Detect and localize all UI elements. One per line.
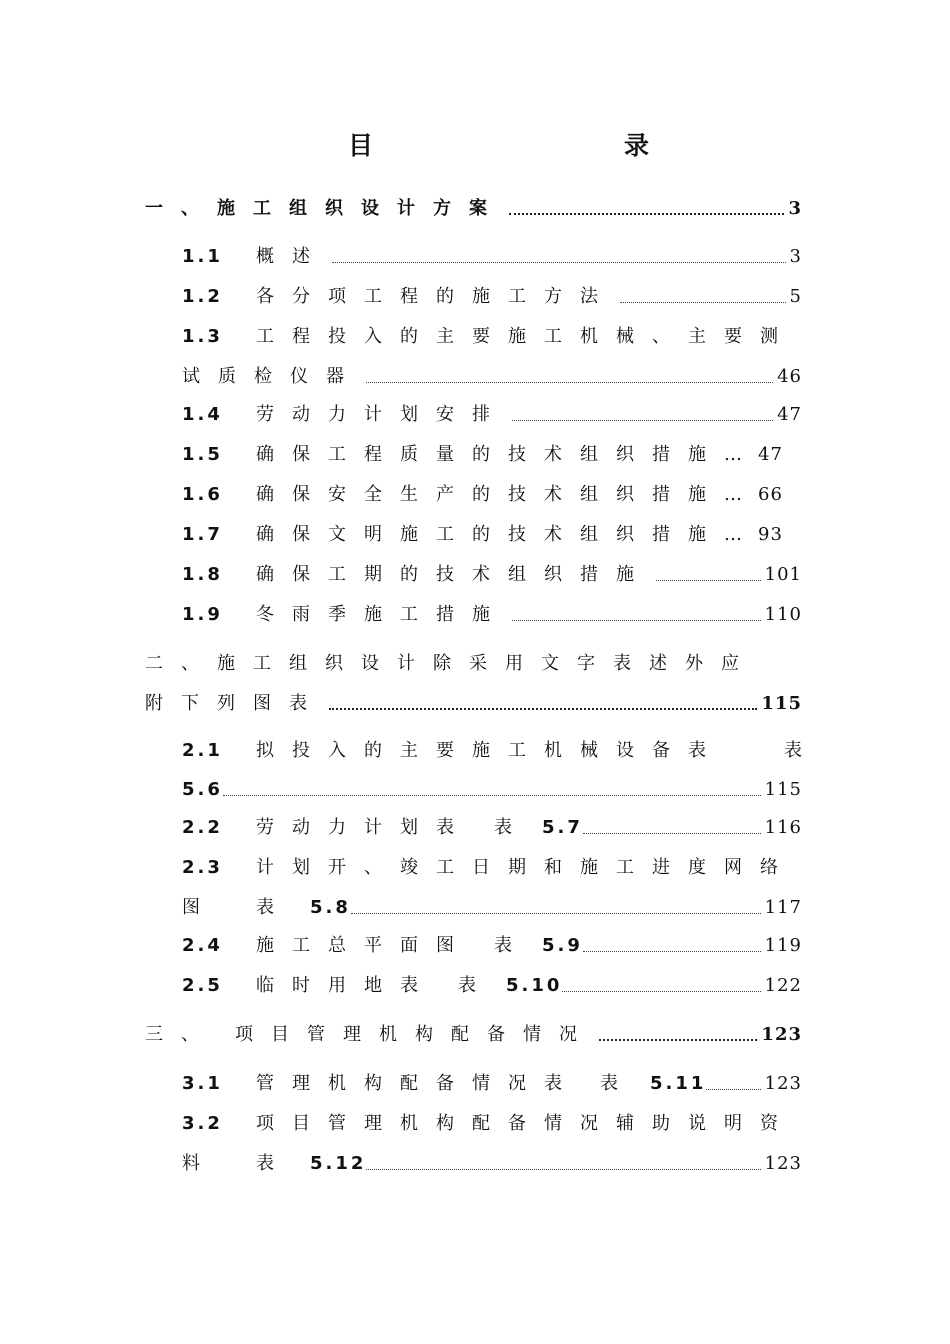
leader-dots	[599, 1039, 757, 1041]
toc-entry-text: 试质检仪器	[182, 366, 362, 387]
toc-entry-text: 施工总平面图	[256, 935, 472, 956]
toc-entry-number: 2.2	[182, 817, 223, 838]
title-char-right: 录	[624, 131, 650, 160]
leader-dots	[583, 833, 761, 834]
leader-dots	[562, 991, 760, 992]
toc-entry-text: 一、施工组织设计方案	[145, 198, 505, 219]
toc-entry-s3-2[interactable]	[182, 1105, 802, 1135]
ellipsis: …	[724, 524, 744, 545]
toc-entry-s1-5[interactable]	[182, 436, 802, 466]
toc-entry-text: 料	[182, 1153, 218, 1174]
toc-page-number: 123	[761, 1024, 802, 1045]
toc-entry-number: 1.1	[182, 246, 223, 267]
toc-page-number: 5	[789, 286, 802, 307]
toc-entry-s1-1[interactable]	[182, 238, 802, 268]
leader-dots	[512, 620, 761, 621]
toc-entry-text: 临时用地表	[256, 975, 436, 996]
toc-entry-text: 二、施工组织设计除采用文字表述外应	[145, 653, 757, 674]
toc-page-number: 47	[777, 404, 802, 425]
toc-entry-s1-9[interactable]	[182, 596, 802, 626]
toc-entry-s2-1-cont[interactable]	[182, 771, 802, 801]
toc-entry-text: 确保安全生产的技术组织措施	[256, 484, 724, 505]
table-number: 5.6	[182, 779, 223, 800]
toc-entry-number: 1.6	[182, 484, 223, 505]
table-number: 5.10	[506, 975, 563, 996]
toc-entry-text: 确保文明施工的技术组织措施	[256, 524, 724, 545]
toc-entry-text: 工程投入的主要施工机械、主要测	[256, 326, 796, 347]
table-number: 5.8	[310, 897, 351, 918]
toc-page-number: 123	[764, 1073, 802, 1094]
table-label: 表	[256, 1153, 274, 1174]
toc-entry-text: 冬雨季施工措施	[256, 604, 508, 625]
table-number: 5.11	[650, 1073, 707, 1094]
toc-entry-s1-2[interactable]	[182, 278, 802, 308]
leader-dots	[223, 795, 761, 796]
toc-entry-s1-6[interactable]	[182, 476, 802, 506]
toc-entry-s1-7[interactable]	[182, 516, 802, 546]
toc-entry-s1[interactable]	[145, 190, 802, 220]
toc-entry-s3-1[interactable]	[182, 1065, 802, 1095]
toc-entry-s2-4[interactable]	[182, 927, 802, 957]
toc-entry-text: 图	[182, 897, 218, 918]
toc-page-number: 110	[764, 604, 802, 625]
leader-dots	[620, 302, 786, 303]
toc-page-number: 101	[764, 564, 802, 585]
toc-page-number: 115	[761, 693, 802, 714]
toc-entry-text: 概述	[256, 246, 328, 267]
page-title	[0, 126, 950, 166]
table-label: 表	[458, 975, 476, 996]
toc-entry-text: 确保工程质量的技术组织措施	[256, 444, 724, 465]
toc-entry-number: 3.2	[182, 1113, 223, 1134]
toc-entry-text: 管理机构配备情况表	[256, 1073, 580, 1094]
table-number: 5.12	[310, 1153, 367, 1174]
table-label: 表	[494, 817, 512, 838]
toc-page-number: 116	[764, 817, 802, 838]
leader-dots	[351, 913, 761, 914]
toc-entry-text: 各分项工程的施工方法	[256, 286, 616, 307]
toc-entry-text: 计划开、竣工日期和施工进度网络	[256, 857, 796, 878]
leader-dots	[366, 1169, 760, 1170]
toc-entry-number: 1.9	[182, 604, 223, 625]
toc-entry-s2[interactable]	[145, 645, 802, 675]
toc-entry-number: 1.3	[182, 326, 223, 347]
toc-page-number: 115	[764, 779, 802, 800]
table-label: 表	[784, 740, 802, 761]
table-number: 5.7	[542, 817, 583, 838]
ellipsis: …	[724, 444, 744, 465]
toc-entry-s3[interactable]	[145, 1016, 802, 1046]
toc-entry-text: 项目管理机构配备情况	[235, 1024, 595, 1045]
toc-entry-number: 2.3	[182, 857, 223, 878]
toc-entry-s2-2[interactable]	[182, 809, 802, 839]
toc-page-number: 46	[777, 366, 802, 387]
table-label: 表	[256, 897, 274, 918]
toc-page-number: 122	[764, 975, 802, 996]
toc-entry-s3-2-cont[interactable]	[182, 1145, 802, 1175]
leader-dots	[329, 708, 757, 710]
toc-entry-s1-3-cont[interactable]	[182, 358, 802, 388]
toc-entry-number: 2.4	[182, 935, 223, 956]
toc-entry-s1-3[interactable]	[182, 318, 802, 348]
toc-entry-s2-3[interactable]	[182, 849, 802, 879]
toc-entry-number: 1.2	[182, 286, 223, 307]
toc-page-number: 123	[764, 1153, 802, 1174]
toc-entry-number: 3.1	[182, 1073, 223, 1094]
leader-dots	[656, 580, 761, 581]
toc-entry-s2-cont[interactable]	[145, 685, 802, 715]
toc-entry-s1-8[interactable]	[182, 556, 802, 586]
toc-entry-s2-3-cont[interactable]	[182, 889, 802, 919]
toc-entry-text: 劳动力计划安排	[256, 404, 508, 425]
toc-entry-number: 1.7	[182, 524, 223, 545]
toc-entry-number: 1.4	[182, 404, 223, 425]
toc-page-number: 119	[764, 935, 802, 956]
leader-dots	[332, 262, 786, 263]
leader-dots	[366, 382, 773, 383]
toc-entry-prefix: 三、	[145, 1024, 217, 1045]
table-label: 表	[600, 1073, 618, 1094]
toc-entry-number: 2.1	[182, 740, 223, 761]
toc-page-number: 117	[764, 897, 802, 918]
toc-entry-s1-4[interactable]	[182, 396, 802, 426]
toc-page-number: 3	[788, 198, 802, 219]
title-char-left: 目	[348, 131, 374, 160]
toc-entry-text: 项目管理机构配备情况辅助说明资	[256, 1113, 796, 1134]
table-label: 表	[494, 935, 512, 956]
leader-dots	[706, 1089, 760, 1090]
toc-page-number: 3	[789, 246, 802, 267]
toc-entry-text: 附下列图表	[145, 693, 325, 714]
toc-page-number: 47	[758, 444, 783, 465]
toc-entry-s2-1[interactable]	[182, 732, 802, 762]
leader-dots	[509, 213, 784, 215]
leader-dots	[583, 951, 761, 952]
toc-entry-s2-5[interactable]	[182, 967, 802, 997]
toc-page-number: 93	[758, 524, 783, 545]
ellipsis: …	[724, 484, 744, 505]
toc-entry-text: 拟投入的主要施工机械设备表	[256, 740, 724, 761]
toc-entry-number: 1.8	[182, 564, 223, 585]
toc-entry-number: 2.5	[182, 975, 223, 996]
toc-entry-number: 1.5	[182, 444, 223, 465]
toc-entry-text: 确保工期的技术组织措施	[256, 564, 652, 585]
table-number: 5.9	[542, 935, 583, 956]
toc-entry-text: 劳动力计划表	[256, 817, 472, 838]
toc-page-number: 66	[758, 484, 783, 505]
leader-dots	[512, 420, 773, 421]
